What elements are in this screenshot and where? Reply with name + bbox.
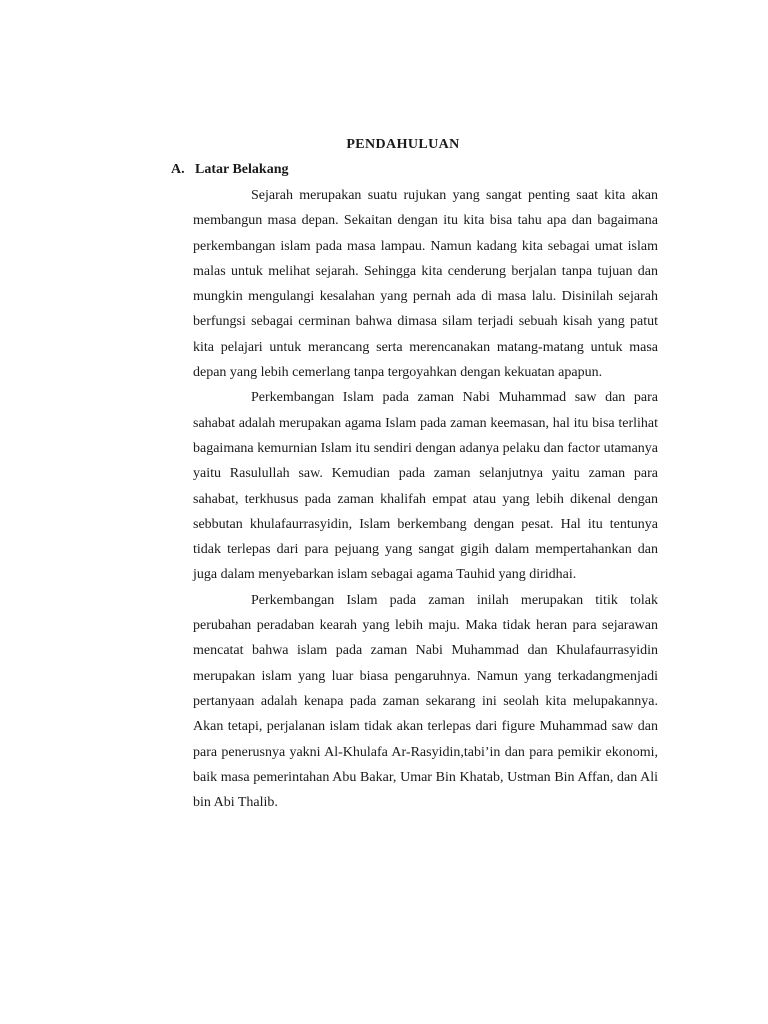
- section-heading: [171, 162, 288, 178]
- paragraph-3: Perkembangan Islam pada zaman inilah merupakan titik tolak perubahan peradaban kearah yang lebih maju. Maka tidak heran para sejarawan mencatat bahwa islam pada zaman Nabi Muhammad dan Khulafaurrasyidin merupakan islam yang luar biasa pengaruhnya. Namun yang terkadangmenjadi pertanyaan adalah kenapa pada zaman sekarang ini seolah kita melupakannya. Akan tetapi, perjalanan islam tidak akan terlepas dari figure Muhammad saw dan para penerusnya yakni Al-Khulafa Ar-Rasyidin,tabi’in dan para pemikir ekonomi, baik masa pemerintahan Abu Bakar, Umar Bin Khatab, Ustman Bin Affan, dan Ali bin Abi Thalib.: [193, 592, 658, 811]
- body-text: [193, 183, 658, 815]
- section-number: A.: [171, 162, 185, 177]
- page-title: PENDAHULUAN: [346, 137, 460, 152]
- section-heading-text: Latar Belakang: [195, 162, 289, 177]
- paragraph-2: Perkembangan Islam pada zaman Nabi Muhammad saw dan para sahabat adalah merupakan agama Islam pada zaman keemasan, hal itu bisa terlihat bagaimana kemurnian Islam itu sendiri dengan adanya pelaku dan factor utamanya yaitu Rasulullah saw. Kemudian pada zaman selanjutnya yaitu zaman para sahabat, terkhusus pada zaman khalifah empat atau yang lebih dikenal dengan sebbutan khulafaurrasyidin, Islam berkembang dengan pesat. Hal itu tentunya tidak terlepas dari para pejuang yang sangat gigih dalam mempertahankan dan juga dalam menyebarkan islam sebagai agama Tauhid yang diridhai.: [193, 390, 658, 583]
- paragraph-1: Sejarah merupakan suatu rujukan yang sangat penting saat kita akan membangun masa depan. Sekaitan dengan itu kita bisa tahu apa dan bagaimana perkembangan islam pada masa lampau. Namun kadang kita sebagai umat islam malas untuk melihat sejarah. Sehingga kita cenderung berjalan tanpa tujuan dan mungkin mengulangi kesalahan yang pernah ada di masa lalu. Disinilah sejarah berfungsi sebagai cerminan bahwa dimasa silam terjadi sebuah kisah yang patut kita pelajari untuk merancang serta merencanakan matang-matang untuk masa depan yang lebih cemerlang tanpa tergoyahkan dengan kekuatan apapun.: [193, 188, 658, 381]
